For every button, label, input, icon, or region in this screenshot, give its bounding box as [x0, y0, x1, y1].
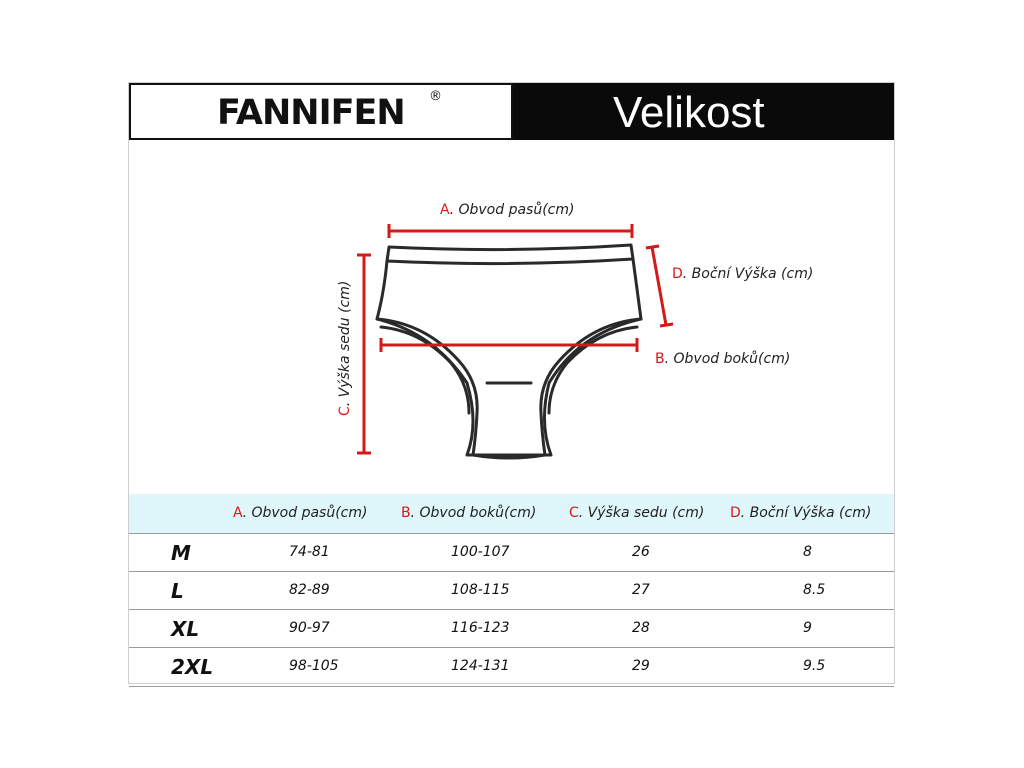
col-c-text: . Výška sedu (cm) — [578, 505, 705, 521]
table-row — [129, 609, 894, 648]
table-row — [129, 571, 894, 610]
side-height-cell: 9 — [803, 620, 812, 636]
size-cell: 2XL — [171, 655, 214, 679]
label-c — [337, 281, 353, 416]
rise-cell: 27 — [632, 582, 650, 598]
table-row — [129, 647, 894, 687]
label-b-key: B — [655, 351, 665, 367]
size-cell: XL — [171, 617, 200, 641]
hip-cell: 116-123 — [451, 620, 510, 636]
col-b-key: B — [401, 505, 411, 521]
label-c-key: C — [337, 406, 353, 416]
registered-mark: ® — [429, 89, 442, 104]
waist-cell: 82-89 — [289, 582, 330, 598]
rise-cell: 29 — [632, 658, 650, 674]
side-height-cell: 8.5 — [803, 582, 826, 598]
col-a-key: A — [233, 505, 243, 521]
col-d-key: D — [730, 505, 741, 521]
waist-cell: 90-97 — [289, 620, 330, 636]
rise-cell: 28 — [632, 620, 650, 636]
label-d-key: D — [672, 266, 683, 282]
col-header-b — [401, 505, 536, 521]
garment-diagram — [129, 83, 894, 493]
col-a-text: . Obvod pasů(cm) — [242, 505, 368, 521]
size-cell: L — [171, 579, 184, 603]
label-c-text: . Výška sedu (cm) — [337, 280, 353, 407]
col-header-d — [730, 505, 871, 521]
label-a — [440, 202, 574, 218]
label-d-text: . Boční Výška (cm) — [682, 266, 814, 282]
col-b-text: . Obvod boků(cm) — [410, 505, 537, 521]
table-row — [129, 533, 894, 572]
label-d — [672, 266, 813, 282]
size-table-header — [129, 494, 894, 533]
hip-cell: 100-107 — [451, 544, 510, 560]
measure-d-line — [652, 247, 666, 325]
brand-logo: FANNIFEN — [217, 93, 405, 133]
label-a-key: A — [440, 202, 450, 218]
page-title: Velikost — [613, 88, 765, 137]
waist-cell: 74-81 — [289, 544, 330, 560]
hip-cell: 108-115 — [451, 582, 510, 598]
col-d-text: . Boční Výška (cm) — [740, 505, 872, 521]
side-height-cell: 8 — [803, 544, 812, 560]
col-c-key: C — [569, 505, 579, 521]
briefs-illustration — [377, 245, 641, 458]
col-header-a — [233, 505, 367, 521]
label-a-text: . Obvod pasů(cm) — [449, 202, 575, 218]
label-b — [655, 351, 790, 367]
col-header-c — [569, 505, 704, 521]
side-height-cell: 9.5 — [803, 658, 826, 674]
size-cell: M — [171, 541, 191, 565]
label-b-text: . Obvod boků(cm) — [664, 351, 791, 367]
rise-cell: 26 — [632, 544, 650, 560]
waist-cell: 98-105 — [289, 658, 339, 674]
size-chart — [128, 82, 895, 684]
hip-cell: 124-131 — [451, 658, 510, 674]
